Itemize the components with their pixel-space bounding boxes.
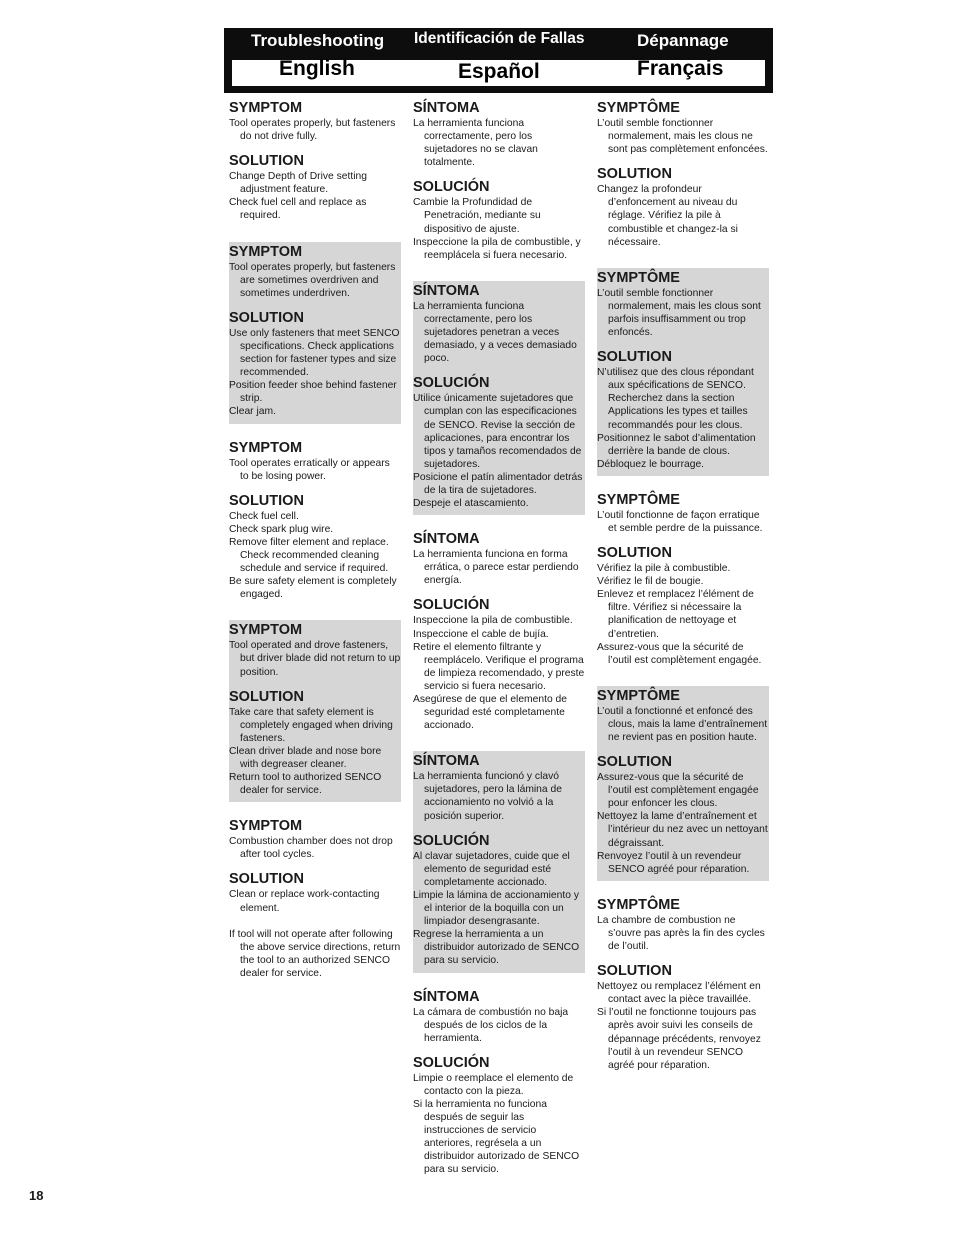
symptom-label: SYMPTOM — [229, 439, 303, 456]
solution-step: Take care that safety element is completely engaged when driving fasteners. — [229, 706, 393, 744]
solution-step: Asegúrese de que el elemento de seguridad esté completamente accionado. — [413, 694, 567, 732]
language-francais: Français — [637, 57, 724, 80]
symptom-text: La herramienta funciona correctamente, pero los sujetadores no se clavan totalmente. — [413, 118, 538, 169]
solution-step: Positionnez le sabot d’alimentation derrière la bande de clous. — [597, 432, 756, 457]
column-english — [229, 98, 401, 985]
solution-step: Changez la profondeur d’enfoncement au niveau du réglage. Vérifiez la pile à combustible et changez-la si nécessaire. — [597, 184, 738, 248]
service-note: If tool will not operate after following the above service directions, return the tool to an authorized SENCO dealer for service. — [229, 928, 401, 979]
solution-step: Débloquez le bourrage. — [597, 458, 705, 470]
solution-step: Inspeccione la pila de combustible. — [413, 615, 573, 627]
solution-step: Assurez-vous que la sécurité de l’outil est complètement engagée pour enfoncer les clous. — [597, 772, 759, 810]
troubleshoot-block — [229, 816, 401, 985]
solution-step: Inspeccione el cable de bujía. — [413, 628, 549, 640]
solution-step: Vérifiez le fil de bougie. — [597, 576, 704, 588]
solution-step: Change Depth of Drive setting adjustment feature. — [229, 171, 367, 196]
symptom-label: SYMPTOM — [229, 243, 303, 260]
symptom-label: SYMPTÔME — [597, 687, 680, 704]
solution-label: SOLUTION — [597, 545, 672, 562]
solution-step: Clear jam. — [229, 406, 276, 418]
symptom-text: La herramienta funcionó y clavó sujetadores, pero la lámina de accionamiento no volvió a la posición superior. — [413, 771, 562, 822]
solution-step: Si la herramienta no funciona después de seguir las instrucciones de servicio anteriores, regrésela a un distribuidor autorizado de SENCO para su servicio. — [413, 1098, 580, 1176]
solution-label: SOLUTION — [597, 349, 672, 366]
language-bar — [232, 57, 765, 86]
solution-step: Despeje el atascamiento. — [413, 498, 529, 510]
symptom-label: SÍNTOMA — [413, 531, 480, 548]
section-title-troubleshooting: Troubleshooting — [251, 31, 385, 50]
header-bar — [224, 28, 773, 93]
solution-step: Posicione el patín alimentador detrás de la tira de sujetadores. — [413, 471, 583, 496]
solution-step: Check fuel cell. — [229, 510, 299, 522]
solution-step: Be sure safety element is completely engaged. — [229, 576, 397, 601]
language-english: English — [279, 57, 355, 80]
symptom-text: Combustion chamber does not drop after tool cycles. — [229, 836, 393, 861]
solution-step: Nettoyez ou remplacez l’élément en contact avec la pièce travaillée. — [597, 981, 761, 1006]
solution-step: N’utilisez que des clous répondant aux spécifications de SENCO. Recherchez dans la section Applications les types et tailles recommandés pour les clous. — [597, 367, 754, 431]
troubleshoot-block — [229, 620, 401, 802]
solution-step: Remove filter element and replace. Check recommended cleaning schedule and service if required. — [229, 536, 389, 575]
solution-step: Limpie la lámina de accionamiento y el interior de la boquilla con un limpiador desengrasante. — [413, 889, 579, 928]
symptom-text: Tool operates properly, but fasteners do not drive fully. — [229, 118, 396, 143]
troubleshoot-block — [413, 987, 585, 1182]
symptom-label: SÍNTOMA — [413, 100, 480, 116]
symptom-text: L’outil fonctionne de façon erratique et semble perdre de la puissance. — [597, 509, 763, 534]
solution-step: Position feeder shoe behind fastener strip. — [229, 380, 397, 405]
solution-label: SOLUTION — [229, 309, 304, 326]
troubleshoot-block — [229, 438, 401, 607]
solution-step: Retire el elemento filtrante y reemplácelo. Verifique el programa de limpieza recomendado, y preste servicio si fuera necesario. — [413, 641, 585, 692]
solution-step: Clean or replace work-contacting element. — [229, 889, 380, 914]
troubleshoot-block — [597, 895, 769, 1077]
solution-step: Nettoyez la lame d’entraînement et l’intérieur du nez avec un nettoyant dégraissant. — [597, 811, 768, 849]
solution-label: SOLUTION — [597, 754, 672, 771]
troubleshoot-block — [597, 98, 769, 254]
troubleshoot-block — [597, 490, 769, 672]
symptom-label: SYMPTÔME — [597, 269, 680, 286]
solution-step: Check spark plug wire. — [229, 523, 334, 535]
section-title-depannage: Dépannage — [637, 31, 729, 50]
symptom-text: La herramienta funciona en forma errática, o parece estar perdiendo energía. — [413, 549, 579, 587]
symptom-label: SYMPTÔME — [597, 100, 680, 116]
solution-step: Use only fasteners that meet SENCO specifications. Check applications section for fastener types and size recommended. — [229, 327, 400, 379]
solution-step: Enlevez et remplacez l’élément de filtre. Vérifiez si nécessaire la planification de nettoyage et d’entretien. — [597, 589, 754, 640]
solution-label: SOLUCIÓN — [413, 375, 490, 392]
symptom-label: SYMPTOM — [229, 622, 303, 639]
language-espanol: Español — [458, 60, 540, 83]
symptom-text: La herramienta funciona correctamente, pero los sujetadores penetran a veces demasiado, y a veces demasiado poco. — [413, 300, 577, 365]
symptom-label: SYMPTÔME — [597, 491, 680, 508]
solution-label: SOLUTION — [229, 871, 304, 888]
troubleshoot-block — [597, 268, 769, 476]
column-espanol — [413, 98, 585, 1182]
symptom-label: SÍNTOMA — [413, 988, 480, 1005]
troubleshoot-block — [413, 751, 585, 972]
solution-step: Inspeccione la pila de combustible, y reemplácela si fuera necesario. — [413, 236, 581, 261]
troubleshoot-block — [229, 242, 401, 424]
solution-step: Return tool to authorized SENCO dealer for service. — [229, 772, 382, 797]
solution-label: SOLUCIÓN — [413, 1054, 490, 1071]
troubleshoot-block — [229, 98, 401, 228]
symptom-label: SYMPTOM — [229, 100, 303, 116]
symptom-text: L’outil semble fonctionner normalement, mais les clous sont parfois insuffisamment ou trop enfoncés. — [597, 287, 761, 339]
symptom-label: SÍNTOMA — [413, 282, 480, 299]
symptom-text: Tool operates erratically or appears to be losing power. — [229, 457, 390, 482]
troubleshoot-block — [413, 529, 585, 737]
solution-label: SOLUCIÓN — [413, 597, 490, 614]
symptom-text: La chambre de combustion ne s’ouvre pas après la fin des cycles de l’outil. — [597, 914, 765, 953]
solution-step: Regrese la herramienta a un distribuidor autorizado de SENCO para su servicio. — [413, 929, 580, 967]
symptom-text: L’outil semble fonctionner normalement, mais les clous ne sont pas complètement enfoncées. — [597, 118, 768, 156]
troubleshoot-block — [413, 98, 585, 267]
symptom-text: L’outil a fonctionné et enfoncé des clous, mais la lame d’entraînement ne revient pas en position haute. — [597, 705, 768, 743]
troubleshoot-block — [597, 686, 769, 881]
symptom-label: SÍNTOMA — [413, 753, 480, 770]
solution-label: SOLUTION — [229, 492, 304, 509]
solution-step: Clean driver blade and nose bore with degreaser cleaner. — [229, 745, 382, 770]
troubleshoot-block — [413, 281, 585, 515]
symptom-text: Tool operated and drove fasteners, but driver blade did not return to up position. — [229, 640, 401, 678]
solution-step: Assurez-vous que la sécurité de l’outil est complètement engagée. — [597, 641, 762, 666]
solution-step: Renvoyez l’outil à un revendeur SENCO agréé pour réparation. — [597, 850, 750, 875]
page-number: 18 — [29, 1188, 44, 1203]
solution-label: SOLUTION — [229, 153, 304, 170]
symptom-label: SYMPTOM — [229, 818, 303, 835]
solution-step: Vérifiez la pile à combustible. — [597, 563, 731, 575]
solution-step: Utilice únicamente sujetadores que cumplan con las especificaciones de SENCO. Revise la sección de aplicaciones, para encontrar los tipos y tamaños recomendados de sujetadores. — [413, 393, 582, 470]
column-francais — [597, 98, 769, 1077]
solution-step: Limpie o reemplace el elemento de contacto con la pieza. — [413, 1072, 574, 1097]
solution-label: SOLUTION — [597, 963, 672, 980]
solution-step: Check fuel cell and replace as required. — [229, 197, 367, 222]
solution-label: SOLUCIÓN — [413, 179, 490, 196]
solution-step: Si l’outil ne fonctionne toujours pas après avoir suivi les conseils de dépannage précédents, renvoyez l’outil à un revendeur SENCO agréé pour réparation. — [597, 1007, 761, 1071]
symptom-text: La cámara de combustión no baja después de los ciclos de la herramienta. — [413, 1006, 569, 1044]
section-title-identificacion: Identificación de Fallas — [414, 30, 585, 47]
solution-label: SOLUCIÓN — [413, 832, 490, 849]
symptom-text: Tool operates properly, but fasteners are sometimes overdriven and sometimes underdriven. — [229, 261, 396, 299]
solution-label: SOLUTION — [597, 166, 672, 183]
symptom-label: SYMPTÔME — [597, 896, 680, 913]
solution-step: Cambie la Profundidad de Penetración, mediante su dispositivo de ajuste. — [413, 197, 541, 235]
solution-step: Al clavar sujetadores, cuide que el elemento de seguridad esté completamente accionado. — [413, 850, 570, 888]
solution-label: SOLUTION — [229, 688, 304, 705]
